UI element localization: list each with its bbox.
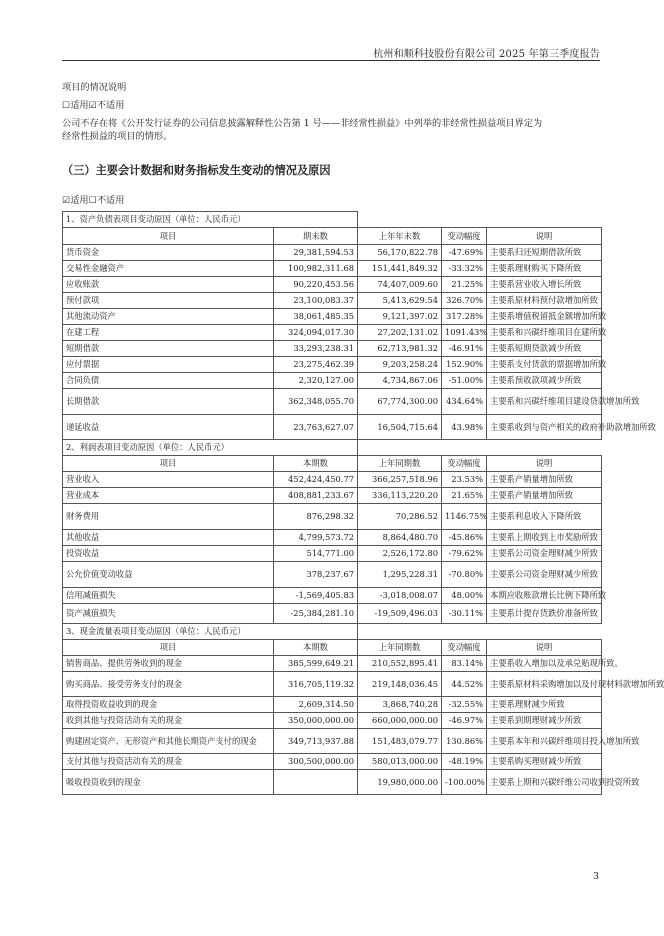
table-row [63,770,602,795]
cashflow-title: 3、现金流量表项目变动原因（单位：人民币元） [63,624,358,640]
table-row [63,546,602,562]
row-prior-value: 336,113,220.20 [358,488,442,504]
row-current-value: -1,569,405.83 [274,588,358,604]
table-row [63,357,602,373]
table-row [63,672,602,697]
row-note: 主要系计提存货跌价准备所致 [487,604,602,624]
table-row [63,656,602,672]
table-row [63,504,602,530]
table-row [63,588,602,604]
cashflow-header-row [63,640,602,656]
row-change: 434.64% [442,389,487,415]
page-number: 3 [593,871,600,882]
table-row [63,604,602,624]
row-current-value: 324,094,017.30 [274,325,358,341]
row-note: 主要系归还短期借款所致 [487,245,602,261]
table-row [63,754,602,770]
row-note: 主要系理财购买下降所致 [487,261,602,277]
row-item: 其他流动资产 [63,309,274,325]
income-title-row [63,440,602,456]
row-change: 44.52% [442,672,487,697]
row-prior-value: 219,148,036.45 [358,672,442,697]
table-row [63,293,602,309]
row-current-value: 349,713,937.88 [274,729,358,754]
column-header: 项目 [63,456,274,472]
row-prior-value: 67,774,300.00 [358,389,442,415]
row-current-value: 452,424,450.77 [274,472,358,488]
row-prior-value: 366,257,518.96 [358,472,442,488]
row-note: 主要系支付货款的票据增加所致 [487,357,602,373]
row-item: 投资收益 [63,546,274,562]
row-change: 1091.43% [442,325,487,341]
row-prior-value: 5,413,629.54 [358,293,442,309]
row-prior-value: 2,526,172.80 [358,546,442,562]
row-change: 130.86% [442,729,487,754]
row-current-value: 23,100,083.37 [274,293,358,309]
row-note: 本期应收账款增长比例下降所致 [487,588,602,604]
intro-checkbox: ☐适用☑不适用 [62,100,125,111]
row-change: -46.91% [442,341,487,357]
row-current-value: 316,705,119.32 [274,672,358,697]
row-prior-value: 3,868,740.28 [358,697,442,713]
row-item: 公允价值变动收益 [63,562,274,588]
row-change: -45.86% [442,530,487,546]
row-prior-value: 4,734,867.06 [358,373,442,389]
row-current-value: 90,220,453.56 [274,277,358,293]
row-item: 信用减值损失 [63,588,274,604]
row-current-value: 29,381,594.53 [274,245,358,261]
row-change: 152.90% [442,357,487,373]
row-item: 吸收投资收到的现金 [63,770,274,795]
row-item: 取得投资收益收到的现金 [63,697,274,713]
row-current-value: 100,982,311.68 [274,261,358,277]
intro-statement-line2: 经常性损益的项目的情形。 [62,131,173,142]
row-note: 主要系到期理财减少所致 [487,713,602,729]
column-header: 期末数 [274,228,358,245]
row-item: 收到其他与投资活动有关的现金 [63,713,274,729]
row-prior-value: 210,552,895.41 [358,656,442,672]
table-row [63,261,602,277]
row-change: 43.98% [442,415,487,440]
row-item: 货币资金 [63,245,274,261]
row-item: 短期借款 [63,341,274,357]
column-header: 上年年末数 [358,228,442,245]
column-header: 上年同期数 [358,640,442,656]
row-note: 主要系收到与资产相关的政府补助款增加所致 [487,415,602,440]
row-prior-value: 1,295,228.31 [358,562,442,588]
row-note: 主要系利息收入下降所致 [487,504,602,530]
table-row [63,373,602,389]
balance-title: 1、资产负债表项目变动原因（单位：人民币元） [63,212,358,228]
row-note: 主要系公司资金理财减少所致 [487,546,602,562]
table-row [63,530,602,546]
row-prior-value: 9,203,258.24 [358,357,442,373]
row-current-value: 33,293,238.31 [274,341,358,357]
row-item: 购建固定资产、无形资产和其他长期资产支付的现金 [63,729,274,754]
column-header: 变动幅度 [442,640,487,656]
cashflow-title-row [63,624,602,640]
table-row [63,389,602,415]
row-change: -48.19% [442,754,487,770]
row-current-value: 300,500,000.00 [274,754,358,770]
row-current-value: 23,275,462.39 [274,357,358,373]
row-current-value: 23,763,627.07 [274,415,358,440]
row-prior-value: -19,509,496.03 [358,604,442,624]
row-current-value: 350,000,000.00 [274,713,358,729]
row-current-value: 408,881,233.67 [274,488,358,504]
row-item: 营业成本 [63,488,274,504]
row-change: 83.14% [442,656,487,672]
table-row [63,341,602,357]
column-header: 上年同期数 [358,456,442,472]
row-note: 主要系购买理财减少所致 [487,754,602,770]
row-note: 主要系公司资金理财减少所致 [487,562,602,588]
row-prior-value: 16,504,715.64 [358,415,442,440]
column-header: 说明 [487,228,602,245]
section-checkbox: ☑适用☐不适用 [62,195,125,206]
income-title: 2、利润表项目变动原因（单位：人民币元） [63,440,358,456]
section-heading: （三）主要会计数据和财务指标发生变动的情况及原因 [62,164,331,177]
row-item: 财务费用 [63,504,274,530]
intro-title: 项目的情况说明 [62,82,127,93]
row-note: 主要系增值税留抵金额增加所致 [487,309,602,325]
column-header: 变动幅度 [442,228,487,245]
row-change: -33.32% [442,261,487,277]
row-item: 营业收入 [63,472,274,488]
row-note: 主要系原材料预付款增加所致 [487,293,602,309]
row-prior-value: 8,864,480.70 [358,530,442,546]
row-change: -46.97% [442,713,487,729]
row-current-value: 2,609,314.50 [274,697,358,713]
row-note: 主要系上期收到上市奖励所致 [487,530,602,546]
row-prior-value: 74,407,009.60 [358,277,442,293]
row-change: -32.55% [442,697,487,713]
table-row [63,415,602,440]
balance-title-row [63,212,602,228]
row-current-value: 4,799,573.72 [274,530,358,546]
row-item: 交易性金融资产 [63,261,274,277]
column-header: 项目 [63,228,274,245]
row-prior-value: 151,441,849.32 [358,261,442,277]
report-header: 杭州和顺科技股份有限公司 2025 年第三季度报告 [373,49,600,60]
row-prior-value: -3,018,008.07 [358,588,442,604]
row-item: 资产减值损失 [63,604,274,624]
row-note: 主要系和兴碳纤维项目建设贷款增加所致 [487,389,602,415]
table-row [63,277,602,293]
row-note: 主要系上期和兴碳纤维公司收到投资所致 [487,770,602,795]
intro-statement-line1: 公司不存在将《公开发行证券的公司信息披露解释性公告第 1 号——非经常性损益》中列举的非经常性损益项目界定为 [62,118,543,129]
row-prior-value: 70,286.52 [358,504,442,530]
row-note: 主要系收入增加以及承兑贴现所致。 [487,656,602,672]
table-row [63,309,602,325]
row-current-value: -25,384,281.10 [274,604,358,624]
table-row [63,472,602,488]
row-note: 主要系本年和兴碳纤维项目投入增加所致 [487,729,602,754]
row-note: 主要系产销量增加所致 [487,488,602,504]
table-row [63,245,602,261]
change-table [62,211,664,795]
table-row [63,713,602,729]
column-header: 说明 [487,456,602,472]
row-item: 其他收益 [63,530,274,546]
row-change: -51.00% [442,373,487,389]
row-item: 在建工程 [63,325,274,341]
row-change: -70.80% [442,562,487,588]
column-header: 说明 [487,640,602,656]
header-divider [62,60,600,61]
row-change: 317.28% [442,309,487,325]
row-change: 48.00% [442,588,487,604]
row-change: 23.53% [442,472,487,488]
table-row [63,697,602,713]
row-change: 21.65% [442,488,487,504]
row-item: 合同负债 [63,373,274,389]
table-row [63,325,602,341]
row-item: 销售商品、提供劳务收到的现金 [63,656,274,672]
row-item: 支付其他与投资活动有关的现金 [63,754,274,770]
row-item: 购买商品、接受劳务支付的现金 [63,672,274,697]
table-row [63,488,602,504]
row-note: 主要系营业收入增长所致 [487,277,602,293]
row-change: -47.69% [442,245,487,261]
row-item: 递延收益 [63,415,274,440]
row-change: -30.11% [442,604,487,624]
column-header: 本期数 [274,456,358,472]
row-current-value: 38,061,485.35 [274,309,358,325]
row-change: -100.00% [442,770,487,795]
row-change: 326.70% [442,293,487,309]
row-prior-value: 151,483,079.77 [358,729,442,754]
row-change: 1146.75% [442,504,487,530]
row-note: 主要系短期贷款减少所致 [487,341,602,357]
row-current-value: 876,298.32 [274,504,358,530]
column-header: 变动幅度 [442,456,487,472]
row-current-value: 378,237.67 [274,562,358,588]
row-change: 21.25% [442,277,487,293]
row-note: 主要系理财减少所致 [487,697,602,713]
table-row [63,729,602,754]
row-item: 应付票据 [63,357,274,373]
row-prior-value: 19,980,000.00 [358,770,442,795]
row-prior-value: 27,202,131.02 [358,325,442,341]
column-header: 项目 [63,640,274,656]
income-header-row [63,456,602,472]
row-item: 预付款项 [63,293,274,309]
row-note: 主要系和兴碳纤维项目在建所致 [487,325,602,341]
table-row [63,562,602,588]
row-note: 主要系产销量增加所致 [487,472,602,488]
row-current-value: 385,599,649.21 [274,656,358,672]
row-item: 长期借款 [63,389,274,415]
balance-header-row [63,228,602,245]
row-note: 主要系原材料采购增加以及付现材料款增加所致 [487,672,602,697]
row-prior-value: 580,013,000.00 [358,754,442,770]
row-note: 主要系预收款项减少所致 [487,373,602,389]
row-item: 应收账款 [63,277,274,293]
row-current-value: 2,320,127.00 [274,373,358,389]
row-change: -79.62% [442,546,487,562]
row-prior-value: 62,713,981.32 [358,341,442,357]
row-current-value: 362,348,055.70 [274,389,358,415]
row-prior-value: 56,170,822.78 [358,245,442,261]
column-header: 本期数 [274,640,358,656]
row-current-value: 514,771.00 [274,546,358,562]
row-prior-value: 9,121,397.02 [358,309,442,325]
row-current-value [274,770,358,795]
row-prior-value: 660,000,000.00 [358,713,442,729]
